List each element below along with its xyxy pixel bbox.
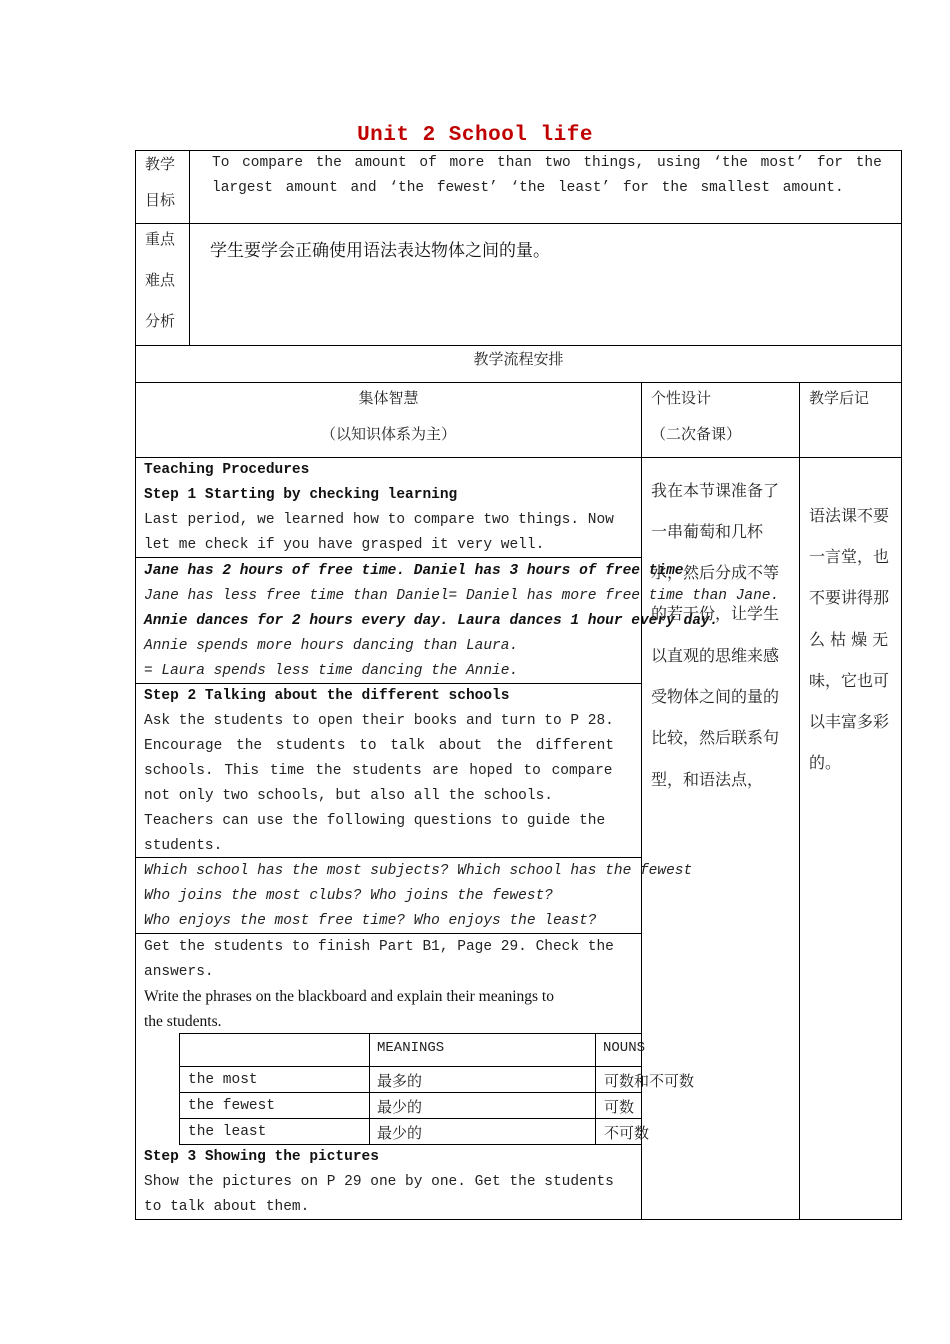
key-points-text: 学生要学会正确使用语法表达物体之间的量。: [210, 241, 550, 261]
step1-line-2: let me check if you have grasped it very well.: [144, 537, 545, 553]
step3-title: Step 3 Showing the pictures: [144, 1149, 379, 1165]
example-line-2: Jane has less free time than Daniel= Daniel has more free time than Jane.: [144, 588, 780, 604]
phrase-table-header: NOUNS: [603, 1040, 646, 1056]
table-cell: the least: [188, 1124, 267, 1140]
reflection-note-line: 语法课不要: [809, 506, 890, 525]
reflection-note-line: 不要讲得那: [809, 588, 890, 607]
table-cell: 最少的: [377, 1098, 423, 1116]
write-line-2: the students.: [144, 1013, 222, 1030]
question-line-3: Who enjoys the most free time? Who enjoys the least?: [144, 913, 597, 929]
objectives-line-1: To compare the amount of more than two things, using ‘the most’ for the: [212, 155, 882, 171]
example-line-5: = Laura spends less time dancing the Annie.: [144, 663, 519, 679]
collective-header: 集体智慧: [358, 389, 419, 407]
step2-line-6: students.: [144, 838, 223, 854]
question-line-2: Who joins the most clubs? Who joins the fewest?: [144, 888, 553, 904]
step2-line-3: schools. This time the students are hoped to compare: [144, 763, 613, 779]
step2-title: Step 2 Talking about the different schools: [144, 688, 510, 704]
step3-line-2: to talk about them.: [144, 1199, 310, 1215]
personal-note-line: 一串葡萄和几杯: [651, 522, 764, 541]
b1-line-2: answers.: [144, 964, 214, 980]
key-points-label-2: 难点: [145, 271, 176, 289]
table-cell: the fewest: [188, 1098, 276, 1114]
personal-note-line: 比较，然后联系句: [651, 728, 780, 747]
reflection-note-line: 么 枯 燥 无: [809, 630, 889, 649]
personal-note-line: 受物体之间的量的: [651, 687, 780, 706]
step3-line-1: Show the pictures on P 29 one by one. Get the students: [144, 1174, 614, 1190]
reflection-note-line: 的。: [809, 753, 842, 772]
example-line-1: Jane has 2 hours of free time. Daniel has 3 hours of free time.: [144, 563, 693, 579]
reflection-note-line: 以丰富多彩: [809, 712, 890, 731]
table-cell: 不可数: [604, 1124, 650, 1142]
personal-note-line: 的若干份，让学生: [651, 604, 780, 623]
personal-note-line: 以直观的思维来感: [651, 646, 780, 665]
personal-note-line: 水，然后分成不等: [651, 563, 780, 582]
personal-subheader: （二次备课）: [651, 425, 742, 443]
personal-note-line: 我在本节课准备了: [651, 481, 780, 500]
personal-note-line: 型，和语法点，: [651, 770, 764, 789]
step2-line-2: Encourage the students to talk about the different: [144, 738, 615, 754]
flow-heading: 教学流程安排: [473, 350, 564, 368]
table-cell: the most: [188, 1072, 258, 1088]
step1-line-1: Last period, we learned how to compare two things. Now: [144, 512, 614, 528]
reflection-note-line: 一言堂，也: [809, 547, 890, 566]
page-title: Unit 2 School life: [357, 124, 593, 147]
key-points-label-3: 分析: [145, 312, 176, 330]
question-line-1: Which school has the most subjects? Which school has the fewest: [144, 863, 693, 879]
personal-header: 个性设计: [651, 389, 712, 407]
objectives-line-2: largest amount and ‘the fewest’ ‘the least’ for the smallest amount.: [212, 180, 844, 196]
table-cell: 可数: [604, 1098, 635, 1116]
objectives-label-1: 教学: [145, 155, 176, 173]
reflection-note-line: 味，它也可: [809, 671, 890, 690]
step2-line-4: not only two schools, but also all the schools.: [144, 788, 553, 804]
step2-line-5: Teachers can use the following questions to guide the: [144, 813, 606, 829]
objectives-label-2: 目标: [145, 191, 176, 209]
write-line-1: Write the phrases on the blackboard and explain their meanings to: [144, 988, 554, 1005]
step1-title: Step 1 Starting by checking learning: [144, 487, 458, 503]
example-line-3: Annie dances for 2 hours every day. Laura dances 1 hour every day.: [144, 613, 719, 629]
phrase-table-header: MEANINGS: [377, 1040, 445, 1056]
table-cell: 可数和不可数: [604, 1072, 695, 1090]
step2-line-1: Ask the students to open their books and turn to P 28.: [144, 713, 614, 729]
key-points-label-1: 重点: [145, 230, 176, 248]
table-cell: 最少的: [377, 1124, 423, 1142]
procedures-heading: Teaching Procedures: [144, 462, 310, 478]
b1-line-1: Get the students to finish Part B1, Page 29. Check the: [144, 939, 614, 955]
table-cell: 最多的: [377, 1072, 423, 1090]
reflection-header: 教学后记: [809, 389, 870, 407]
collective-subheader: （以知识体系为主）: [320, 425, 456, 443]
example-line-4: Annie spends more hours dancing than Laura.: [144, 638, 519, 654]
